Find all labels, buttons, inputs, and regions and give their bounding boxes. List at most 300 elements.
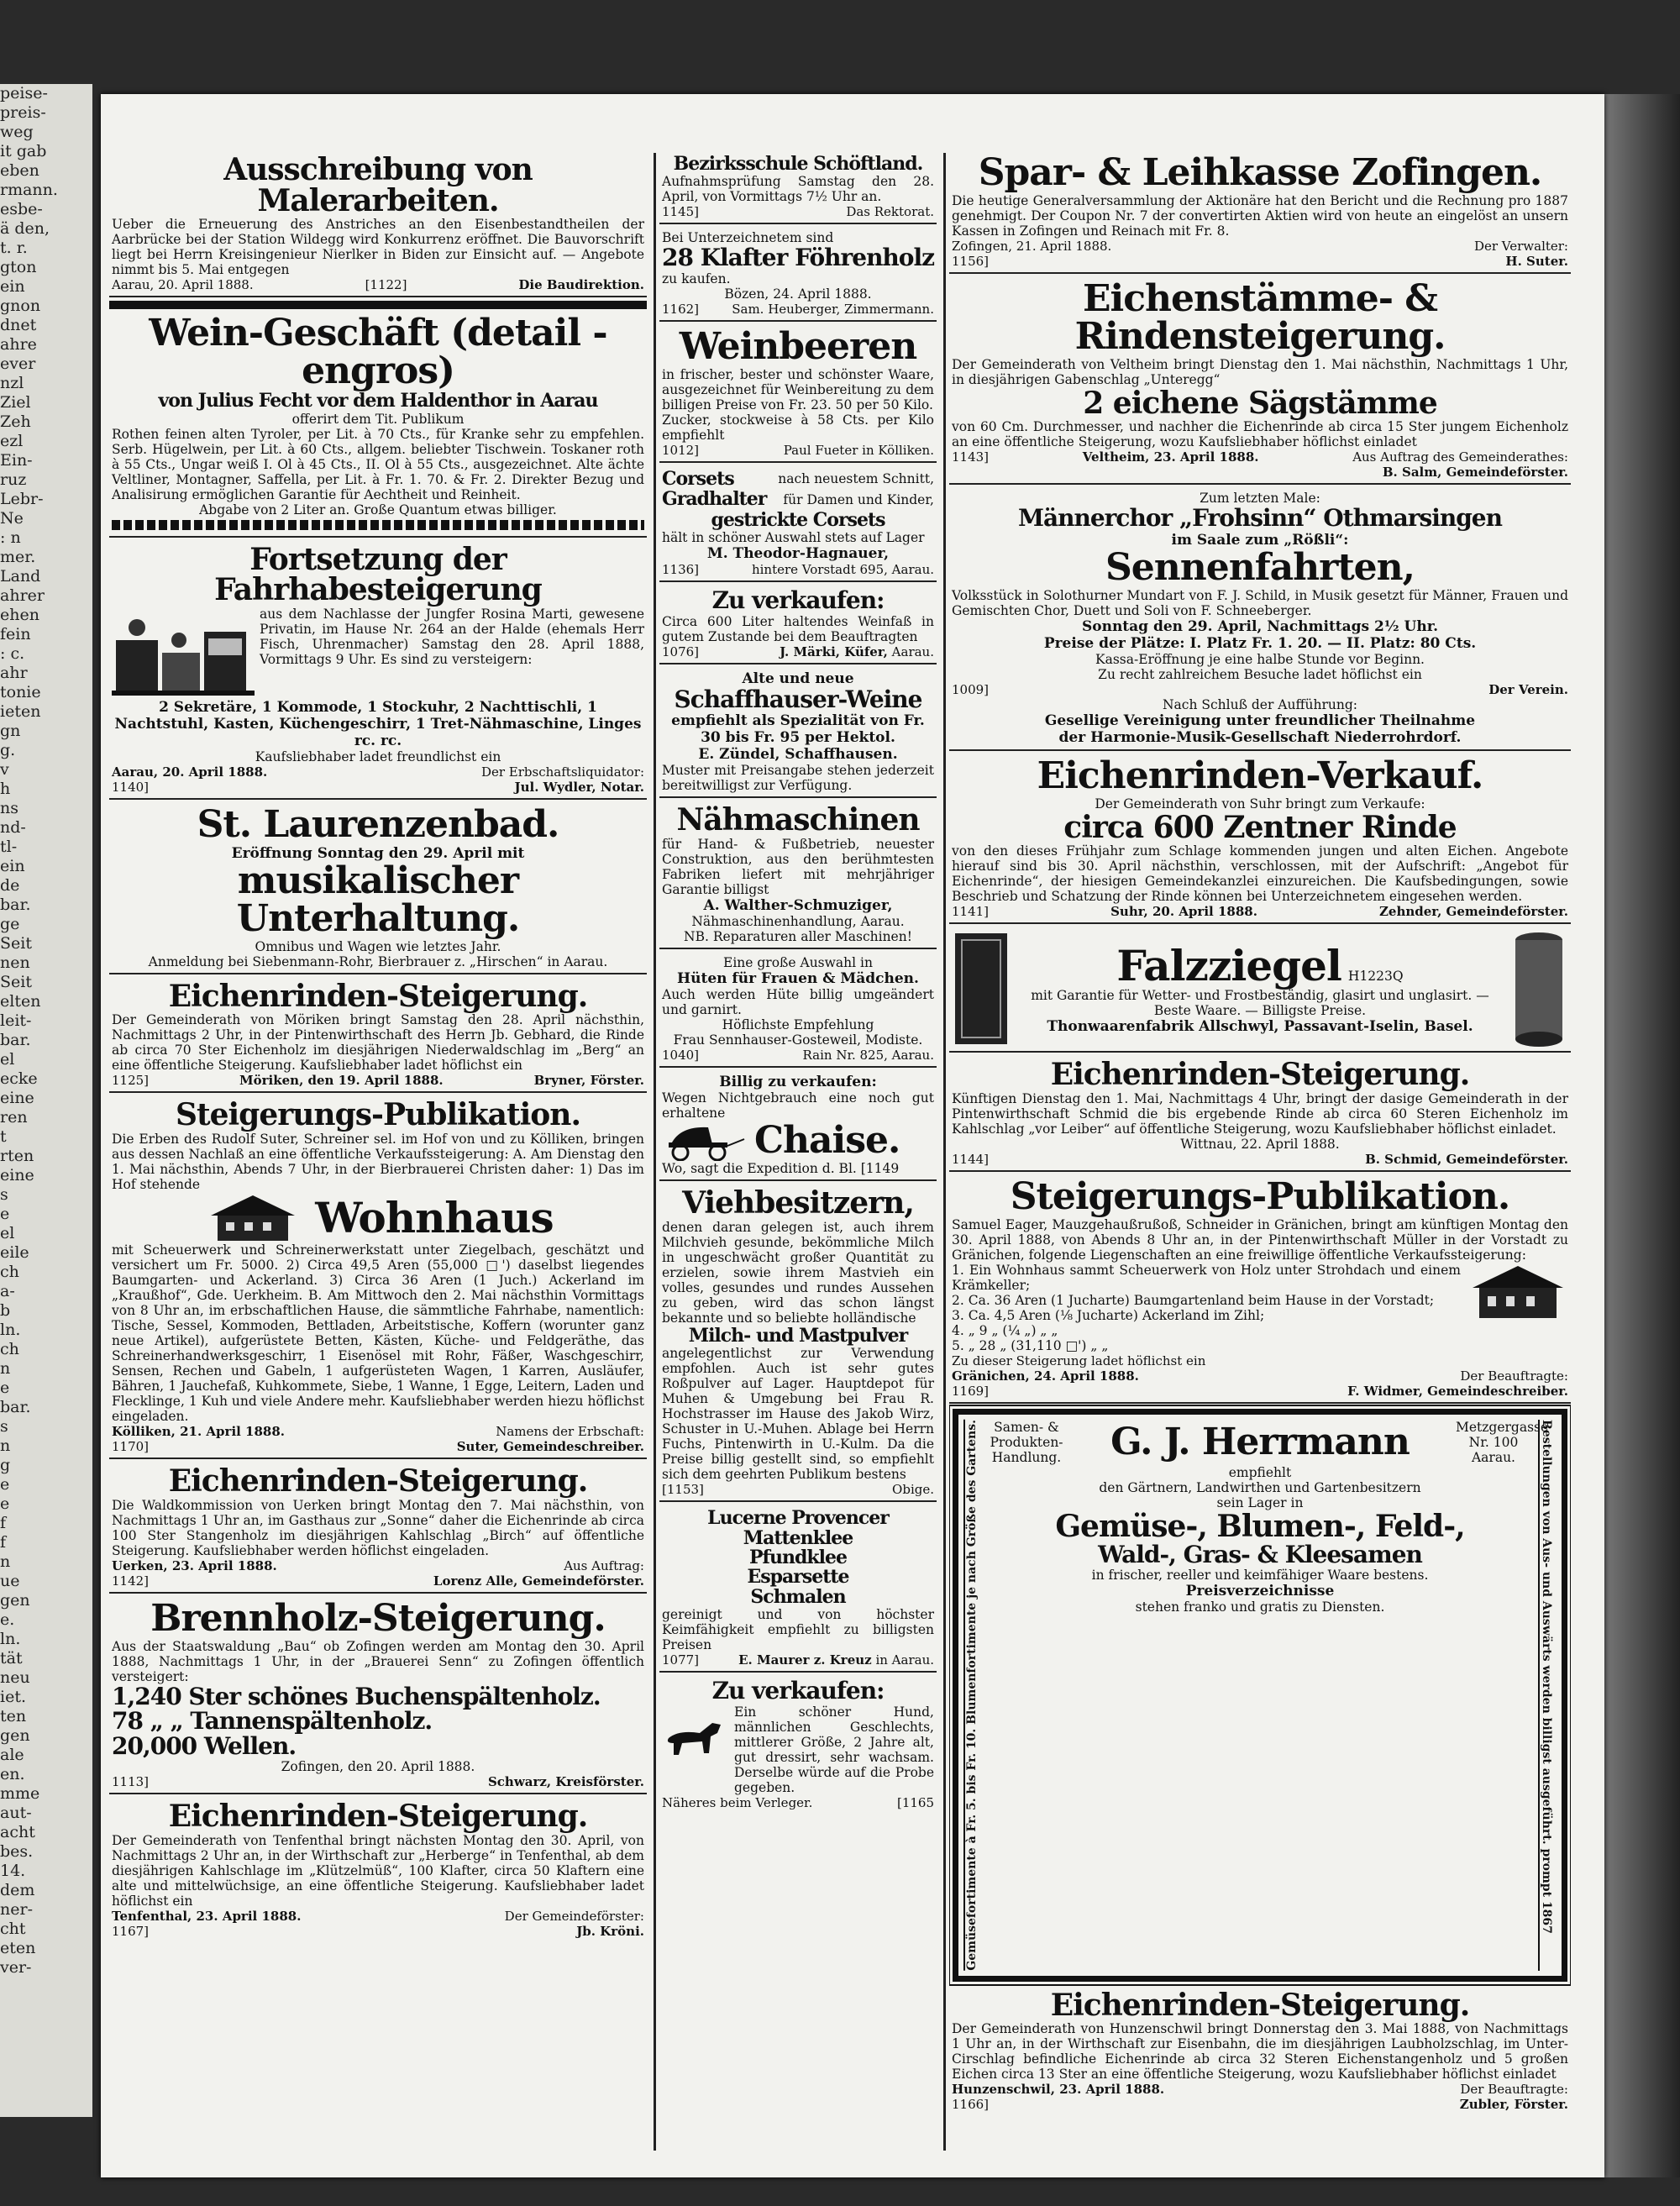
edge-text-fragment: e bbox=[0, 1475, 10, 1494]
ad-footer: Näheres beim Verleger. bbox=[662, 1794, 813, 1810]
ad-body: Der Gemeinderath von Suhr bringt zum Verkaufe: bbox=[1095, 796, 1425, 811]
ad-role: Der Beauftragte: bbox=[1460, 1368, 1568, 1384]
ad-role: Aus Auftrag des Gemeinderathes: bbox=[1352, 449, 1568, 465]
ad-herrmann-samen bbox=[953, 1409, 1567, 1982]
ad-date: Sonntag den 29. April, Nachmittags 2½ Uhr. bbox=[1081, 617, 1439, 635]
edge-text-fragment: Lebr- bbox=[0, 490, 44, 508]
edge-text-fragment: ieten bbox=[0, 702, 41, 721]
ad-title: Weinbeeren bbox=[679, 324, 917, 368]
column-right bbox=[949, 151, 1571, 2151]
ad-title: Falzziegel bbox=[1116, 940, 1341, 990]
ad-line: empfiehlt bbox=[1228, 1464, 1292, 1480]
ad-title: Eichenrinden-Steigerung. bbox=[1050, 1987, 1470, 2023]
ad-maennerchor bbox=[949, 488, 1571, 750]
ad-naehmaschinen bbox=[659, 801, 937, 949]
house-icon bbox=[202, 1192, 303, 1242]
ad-eichenstaemme bbox=[949, 277, 1571, 485]
ad-role: Der Beauftragte: bbox=[1460, 2082, 1568, 2098]
edge-text-fragment: bes. bbox=[0, 1842, 34, 1861]
ad-malerarbeiten bbox=[109, 151, 647, 297]
ad-hueten bbox=[659, 953, 937, 1068]
ad-title: Eichenstämme- & Rindensteigerung. bbox=[1074, 276, 1446, 358]
edge-text-fragment: e bbox=[0, 1205, 10, 1223]
ad-title: Esparsette bbox=[747, 1566, 849, 1589]
ad-title: Eichenrinden-Steigerung. bbox=[168, 1463, 588, 1500]
ad-signature: B. Schmid, Gemeindeförster. bbox=[1365, 1152, 1568, 1168]
ad-title: Männerchor „Frohsinn“ Othmarsingen bbox=[1018, 504, 1502, 533]
ad-body: in frischer, bester und schönster Waare, ausgezeichnet für Weinbereitung zu dem billigen Preise von Fr. 23. 50 per 50 Kilo. bbox=[662, 366, 934, 412]
edge-text-fragment: Ne bbox=[0, 509, 24, 528]
ad-signature: Zehnder, Gemeindeförster. bbox=[1378, 904, 1568, 920]
ad-line: 78 „ „ Tannenspältenholz. bbox=[112, 1707, 433, 1736]
edge-text-fragment: ch bbox=[0, 1340, 19, 1358]
ad-company-name: G. J. Herrmann bbox=[1110, 1420, 1410, 1463]
column-rule bbox=[943, 153, 946, 2151]
ad-laurenzenbad bbox=[109, 803, 647, 974]
edge-text-fragment: g. bbox=[0, 741, 16, 759]
ad-line: Anmeldung bei Siebenmann-Rohr, Bierbrauer z. „Hirschen“ in Aarau. bbox=[148, 953, 608, 969]
edge-text-fragment: bar. bbox=[0, 1031, 31, 1049]
ad-place: Suhr, 20. April 1888. bbox=[1110, 904, 1257, 920]
edge-text-fragment: v bbox=[0, 760, 9, 779]
ad-number: 1166] bbox=[952, 2097, 990, 2113]
ad-number: 1140] bbox=[112, 780, 150, 796]
ad-title: Zu verkaufen: bbox=[711, 586, 885, 615]
edge-text-fragment: ns bbox=[0, 799, 18, 817]
ad-title: St. Laurenzenbad. bbox=[197, 803, 559, 847]
ad-eichenrinden-wittnau bbox=[949, 1056, 1571, 1172]
ad-date: Aarau, 20. April 1888. bbox=[112, 277, 254, 293]
ad-side-note: Metzgergasse Nr. 100 Aarau. bbox=[1455, 1419, 1549, 1465]
edge-text-fragment: e. bbox=[0, 1610, 15, 1629]
ad-foehrenholz bbox=[659, 228, 937, 322]
ad-body: Die Erben des Rudolf Suter, Schreiner sel. im Hof von und zu Kölliken, bringen aus dessen Nachlaß an eine öffentliche Verkaufssteigerung: A. Am Dienstag den 1. Mai nächsthin, Abends 7 Uhr, in der Bierbrauerei Christen daher: 1) Das im Hof stehende bbox=[112, 1132, 644, 1193]
ad-prices: Preise der Plätze: I. Platz Fr. 1. 20. — II. Platz: 80 Cts. bbox=[1043, 634, 1477, 652]
ad-line: Höflichste Empfehlung bbox=[722, 1016, 874, 1032]
ad-invitation: Kaufsliebhaber ladet freundlichst ein bbox=[255, 749, 501, 765]
ad-signature: Frau Sennhauser-Gosteweil, Modiste. bbox=[673, 1032, 923, 1048]
ad-place: Bözen, 24. April 1888. bbox=[724, 286, 872, 302]
ad-chaise bbox=[659, 1071, 937, 1181]
ad-number: 1167] bbox=[112, 1924, 150, 1940]
ad-body: Circa 600 Liter haltendes Weinfaß in gutem Zustande bei dem Beauftragten bbox=[662, 613, 934, 644]
column-left bbox=[109, 151, 647, 2151]
ad-title: Steigerungs-Publikation. bbox=[1010, 1175, 1510, 1219]
ad-wein-geschaeft bbox=[109, 312, 647, 537]
left-page-edge bbox=[0, 84, 92, 2117]
ad-line: stehen franko und gratis zu Diensten. bbox=[1135, 1599, 1385, 1615]
ad-signature: Jul. Wydler, Notar. bbox=[514, 780, 644, 796]
dog-icon bbox=[662, 1704, 729, 1763]
ad-place: Wittnau, 22. April 1888. bbox=[1180, 1137, 1340, 1153]
ad-number: 1162] bbox=[662, 301, 700, 317]
ad-title: Schaffhauser-Weine bbox=[674, 685, 922, 713]
ad-signature: A. Walther-Schmuziger, bbox=[703, 896, 893, 914]
ad-number: 1145] bbox=[662, 204, 700, 220]
ad-signature: E. Zündel, Schaffhausen. bbox=[698, 746, 898, 764]
edge-text-fragment: elten bbox=[0, 992, 41, 1011]
ad-title: Viehbesitzern, bbox=[682, 1184, 914, 1221]
ad-number: 1077] bbox=[662, 1652, 700, 1668]
edge-text-fragment: nzl bbox=[0, 374, 24, 392]
ad-body-continued: angelegentlichst zur Verwendung empfohlen. Auch ist sehr gutes Roßpulver auf Lager. Hauptdepot für Muhen & Umgebung bei Frau R. Hochstrasser im Hause des Jakob Wirz, Schuster in U.-Muhen. Ablage bei Herrn Fuchs, Pintenwirth in U.-Kulm. Da die Preise billig gestellt sind, so empfiehlt sich dem geehrten Publikum bestens bbox=[662, 1346, 934, 1483]
pipe-illustration-icon bbox=[1509, 930, 1568, 1048]
edge-text-fragment: eile bbox=[0, 1243, 29, 1262]
ad-role: Der Gemeindeförster: bbox=[504, 1909, 644, 1925]
ad-body: Aufnahmsprüfung Samstag den 28. April, von Vormittags 7½ Uhr an. bbox=[662, 174, 934, 205]
ad-body: Der Gemeinderath von Möriken bringt Samstag den 28. April nächsthin, Nachmittags 2 Uhr, in der Pintenwirthschaft des Herrn Jb. Gebhard, die Rinde ab circa 70 Ster Eichenholz im diesjährigen Niederwaldschlag im „Berg“ an eine öffentliche Steigerung. Kaufsliebhaber ladet höflichst ein bbox=[112, 1012, 644, 1074]
ad-list-item: 4. „ 9 „ (¼ „) „ „ bbox=[952, 1322, 1058, 1338]
ad-signature: B. Salm, Gemeindeförster. bbox=[1382, 465, 1568, 481]
edge-text-fragment: ahre bbox=[0, 335, 37, 354]
edge-text-fragment: dnet bbox=[0, 316, 37, 334]
ad-signature: Suter, Gemeindeschreiber. bbox=[456, 1439, 644, 1455]
ad-footer: Wo, sagt die Expedition d. Bl. [1149 bbox=[662, 1160, 900, 1176]
edge-text-fragment: eine bbox=[0, 1089, 34, 1107]
ad-signature: Zubler, Förster. bbox=[1459, 2097, 1568, 2113]
ad-line: Omnibus und Wagen wie letztes Jahr. bbox=[255, 938, 501, 954]
edge-text-fragment: Seit bbox=[0, 934, 32, 953]
ad-place: Zofingen, 21. April 1888. bbox=[952, 238, 1112, 254]
ad-title: Pfundklee bbox=[749, 1547, 847, 1569]
edge-text-fragment: weg bbox=[0, 123, 34, 141]
ad-body-continued: von 60 Cm. Durchmesser, und nachher die Eichenrinde ab circa 15 Ster jungem Eichenholz an eine öffentliche Steigerung, wozu Kaufsliebhaber höflichst einladet bbox=[952, 419, 1568, 450]
ad-line: zu kaufen. bbox=[662, 270, 731, 286]
ad-number: [1122] bbox=[365, 277, 407, 293]
edge-text-fragment: ren bbox=[0, 1108, 28, 1127]
edge-text-fragment: eine bbox=[0, 1166, 34, 1184]
edge-text-fragment: cht bbox=[0, 1920, 26, 1938]
ad-big-line: 2 eichene Sägstämme bbox=[1083, 385, 1437, 421]
edge-text-fragment: rmann. bbox=[0, 181, 58, 199]
ad-title: Mattenklee bbox=[743, 1526, 853, 1549]
edge-text-fragment: b bbox=[0, 1301, 11, 1320]
ad-signature: Thonwaarenfabrik Allschwyl, Passavant-Iselin, Basel. bbox=[1047, 1017, 1473, 1035]
edge-text-fragment: ch bbox=[0, 1263, 19, 1281]
ad-place: Aarau, 20. April 1888. bbox=[112, 764, 268, 780]
edge-text-fragment: t bbox=[0, 1127, 7, 1146]
edge-text-fragment: gen bbox=[0, 1591, 30, 1610]
ad-number: 1012] bbox=[662, 442, 700, 458]
ad-big-line: 28 Klafter Föhrenholz bbox=[662, 244, 934, 272]
edge-text-fragment: ahr bbox=[0, 664, 28, 682]
edge-text-fragment: n bbox=[0, 1359, 11, 1378]
edge-text-fragment: peise- bbox=[0, 84, 48, 102]
ad-saemereien bbox=[659, 1505, 937, 1673]
edge-text-fragment: f bbox=[0, 1533, 7, 1552]
furniture-illustration-icon bbox=[112, 607, 255, 699]
edge-text-fragment: dem bbox=[0, 1881, 35, 1899]
ad-subline: nach neuestem Schnitt, bbox=[778, 471, 934, 487]
ad-number: 1143] bbox=[952, 449, 990, 465]
ad-number: 1169] bbox=[952, 1383, 990, 1399]
ad-title: Eichenrinden-Steigerung. bbox=[168, 1799, 588, 1835]
ad-title: Eichenrinden-Verkauf. bbox=[1037, 754, 1483, 797]
ad-line: in frischer, reeller und keimfähiger Waare bestens. bbox=[1091, 1568, 1429, 1584]
ad-place: Möriken, den 19. April 1888. bbox=[239, 1073, 444, 1089]
edge-text-fragment: el bbox=[0, 1224, 15, 1242]
ad-title: Eichenrinden-Steigerung. bbox=[168, 978, 588, 1014]
ad-number: 1125] bbox=[112, 1073, 150, 1089]
edge-text-fragment: esbe- bbox=[0, 200, 43, 218]
edge-text-fragment: ge bbox=[0, 915, 20, 933]
ad-place: Veltheim, 23. April 1888. bbox=[1082, 449, 1259, 465]
ad-signature: H. Suter. bbox=[1505, 253, 1568, 269]
ad-list-item: 1. Ein Wohnhaus sammt Scheuerwerk von Holz unter Strohdach und einem Krämkeller; bbox=[952, 1262, 1461, 1293]
ad-list-item: 3. Ca. 4,5 Aren (⅛ Jucharte) Ackerland im Zihl; bbox=[952, 1307, 1265, 1323]
edge-text-fragment: ever bbox=[0, 355, 36, 373]
ad-side-left: Gemüsefortimente à Fr. 5. bis Fr. 10. Blumenfortimente je nach Größe des Gartens. bbox=[963, 1420, 982, 1971]
edge-text-fragment: rten bbox=[0, 1147, 34, 1165]
ad-title: Zu verkaufen: bbox=[711, 1677, 885, 1705]
edge-text-fragment: ten bbox=[0, 1707, 27, 1725]
ad-title: Hüten für Frauen & Mädchen. bbox=[677, 969, 919, 987]
ad-place: Zofingen, den 20. April 1888. bbox=[281, 1759, 475, 1775]
ad-eichenrinden-uerken bbox=[109, 1463, 647, 1594]
ad-number: 1113] bbox=[112, 1774, 150, 1790]
ad-line: Eine große Auswahl in bbox=[723, 954, 873, 970]
edge-text-fragment: de bbox=[0, 876, 20, 895]
ad-body: gereinigt und von höchster Keimfähigkeit empfiehlt zu billigsten Preisen bbox=[662, 1607, 934, 1653]
ad-bezirksschule bbox=[659, 151, 937, 224]
ad-eichenrinden-verkauf bbox=[949, 754, 1571, 925]
edge-text-fragment: ä den, bbox=[0, 219, 50, 238]
ad-signature: Jb. Kröni. bbox=[576, 1924, 644, 1940]
edge-text-fragment: bar. bbox=[0, 1398, 31, 1416]
edge-text-fragment: tonie bbox=[0, 683, 41, 701]
edge-text-fragment: ruz bbox=[0, 470, 27, 489]
ad-role: Der Verwalter: bbox=[1473, 238, 1568, 254]
edge-text-fragment: Zeh bbox=[0, 412, 31, 431]
edge-text-fragment: Land bbox=[0, 567, 41, 586]
ad-eichenrinden-hunzenschwil bbox=[949, 1987, 1571, 2116]
edge-text-fragment: gn bbox=[0, 722, 21, 740]
ad-body: Aus der Staatswaldung „Bau“ ob Zofingen werden am Montag den 30. April 1888, Nachmittags 1 Uhr, in der „Brauerei Senn“ zu Zofingen öffentlich versteigert: bbox=[112, 1638, 644, 1684]
ad-line: Nach Schluß der Aufführung: bbox=[1162, 696, 1357, 712]
ad-body-continued: mit Scheuerwerk und Schreinerwerkstatt unter Ziegelbach, geschätzt und versichert um Fr. 5000. 2) Circa 49,5 Aren (55,000 □') daselbst liegendes Baumgarten- und Ackerland. 3) Circa 36 Aren (1 Juch.) Ackerland im „Kraußhof“, Gde. Uerkheim. B. Am Mittwoch den 2. Mai nächsthin Vormittags von 8 Uhr an, im erbschaftlichen Hause, die sämmtliche Fahrhabe, namentlich: Tische, Sessel, Kommoden, Bettladen, Arbeitstische, Koffern (worunter ganz neue Artikel), aufgerüstete Betten, Kästen, Küche- und Feldgeräthe, das Schreinerhandwerksgeschirr, 1 Eisenösel mit Rohr, Fäßer, Waschgeschirr, Sensen, Rechen und Gabeln, 1 aufgerüsteten Wagen, 1 Karren, Ausläufer, Bähren, 1 Jauchefaß, Kuhkommete, Siebe, 1 Wanne, 1 Egge, Leitern, Laden und Flecklinge, 1 Kuh und viele Andere mehr. Kaufsliebhaber werden hiezu höflichst eingeladen. bbox=[112, 1242, 644, 1425]
ad-signature: Sam. Heuberger, Zimmermann. bbox=[732, 301, 934, 317]
ad-list-item: 5. „ 28 „ (31,110 □') „ „ bbox=[952, 1337, 1109, 1353]
ad-signature: Der Verein. bbox=[1488, 681, 1568, 697]
ad-body: Ueber die Erneuerung des Anstriches an den Eisenbestandtheilen der Aarbrücke bei der Station Wildegg wird Konkurrenz eröffnet. Die Bauvorschrift liegt bei Herrn Kreisingenieur Nierlker in Biden zur Einsicht auf. — Angebote nimmt bis 5. Mai entgegen bbox=[112, 217, 644, 278]
ad-number: 1141] bbox=[952, 904, 990, 920]
ad-body: Wegen Nichtgebrauch eine noch gut erhaltene bbox=[662, 1090, 934, 1121]
ad-title: Nähmaschinen bbox=[676, 802, 920, 838]
edge-text-fragment: e bbox=[0, 1494, 10, 1513]
ad-number: 1156] bbox=[952, 253, 990, 269]
ad-signature: J. Märki, Küfer, bbox=[780, 643, 888, 659]
ad-number: [1153] bbox=[662, 1482, 704, 1498]
edge-text-fragment: f bbox=[0, 1514, 7, 1532]
edge-text-fragment: s bbox=[0, 1417, 8, 1436]
ad-signature: F. Widmer, Gemeindeschreiber. bbox=[1347, 1383, 1568, 1399]
edge-text-fragment: eten bbox=[0, 1939, 36, 1957]
ad-title: Wein-Geschäft (detail - engros) bbox=[149, 312, 607, 393]
ad-brennholz bbox=[109, 1597, 647, 1795]
ad-number: 1076] bbox=[662, 643, 700, 659]
edge-text-fragment: en. bbox=[0, 1765, 25, 1783]
edge-text-fragment: eben bbox=[0, 161, 39, 180]
ad-signature: Bryner, Förster. bbox=[533, 1073, 644, 1089]
ad-big-line: Wald-, Gras- & Kleesamen bbox=[1098, 1540, 1422, 1568]
edge-text-fragment: t. r. bbox=[0, 239, 28, 257]
ad-body: Der Gemeinderath von Veltheim bringt Dienstag den 1. Mai nächsthin, Nachmittags 1 Uhr, in diesjährigen Gabenschlag „Unteregg“ bbox=[952, 356, 1568, 387]
ad-number: 1040] bbox=[662, 1047, 700, 1063]
ad-role: Aus Auftrag: bbox=[564, 1557, 644, 1573]
ad-address: Rain Nr. 825, Aarau. bbox=[802, 1047, 934, 1063]
ad-signature: Schwarz, Kreisförster. bbox=[487, 1774, 644, 1790]
ad-top: Alte und neue bbox=[742, 670, 854, 687]
edge-text-fragment: leit- bbox=[0, 1011, 32, 1030]
edge-text-fragment: preis- bbox=[0, 103, 46, 122]
ad-title: Eichenrinden-Steigerung. bbox=[1050, 1057, 1470, 1093]
edge-text-fragment: h bbox=[0, 780, 11, 798]
ad-line: Kassa-Eröffnung je eine halbe Stunde vor Beginn. bbox=[1095, 651, 1425, 667]
ad-signature: Obige. bbox=[892, 1482, 934, 1498]
ad-body: denen daran gelegen ist, auch ihrem Milchvieh gesunde, bekömmliche Milch in ungeschwächt großer Quantität zu erzielen, sowie ihrem Mastvieh ein volles, gesundes und rundes Aussehen zu geben, wird das schon längst bekannte und so beliebte holländische bbox=[662, 1219, 934, 1326]
ad-title: Fortsetzung der Fahrhabesteigerung bbox=[214, 541, 542, 608]
edge-text-fragment: ein bbox=[0, 277, 25, 296]
edge-text-fragment: mme bbox=[0, 1784, 40, 1803]
ad-place: in Aarau. bbox=[875, 1652, 934, 1668]
ad-weinfass bbox=[659, 586, 937, 664]
ad-line: Preisverzeichnisse bbox=[1185, 1583, 1335, 1600]
edge-text-fragment: ln. bbox=[0, 1630, 21, 1648]
ad-big-line: Gemüse-, Blumen-, Feld-, bbox=[1055, 1508, 1465, 1544]
edge-text-fragment: s bbox=[0, 1185, 8, 1204]
ad-body: Auch werden Hüte billig umgeändert und garnirt. bbox=[662, 986, 934, 1017]
ad-subtitle: von Julius Fecht vor dem Haldenthor in Aarau bbox=[158, 390, 598, 412]
ad-big-word: Wohnhaus bbox=[315, 1192, 554, 1242]
ad-line: der Harmonie-Musik-Gesellschaft Niederrohrdorf. bbox=[1058, 728, 1462, 746]
edge-text-fragment: neu bbox=[0, 1668, 30, 1687]
edge-text-fragment: gen bbox=[0, 1726, 30, 1745]
ad-side-right: Bestellungen von Aus- und Auswärts werden billigst ausgeführt. prompt 1867 bbox=[1538, 1420, 1557, 1971]
edge-text-fragment: ue bbox=[0, 1572, 20, 1590]
ad-body-continued: von den dieses Frühjahr zum Schlage kommenden jungen und alten Eichen. Angebote hierauf sind bis 30. April nächsthin, verschlossen, mit der Aufschrift: „Angebot für Eichenrinde“, der hiesigen Gemeindekanzlei einzureichen. Die Kaufsbedingungen, sowie Beschrieb und Schatzung der Rinde können bei Unterzeichnetem eingesehen werden. bbox=[952, 843, 1568, 905]
ad-title: Spar- & Leihkasse Zofingen. bbox=[978, 151, 1542, 194]
edge-text-fragment: ezl bbox=[0, 432, 24, 450]
ad-number: 1170] bbox=[112, 1439, 150, 1455]
ad-body: für Hand- & Fußbetrieb, neuester Construktion, aus den berühmtesten Fabriken liefert mit mehrjähriger Garantie billigst bbox=[662, 836, 934, 897]
edge-text-fragment: gton bbox=[0, 258, 37, 276]
ad-number: 1144] bbox=[952, 1152, 990, 1168]
edge-text-fragment: ln. bbox=[0, 1321, 21, 1339]
ad-place: Uerken, 23. April 1888. bbox=[112, 1557, 277, 1573]
edge-text-fragment: 14. bbox=[0, 1862, 26, 1880]
ad-body: empfiehlt als Spezialität von Fr. 30 bis Fr. 95 per Hektol. bbox=[671, 712, 925, 747]
ad-big-word: Chaise. bbox=[754, 1118, 900, 1162]
ad-steigerung-koelliken bbox=[109, 1096, 647, 1459]
ad-body: Die Waldkommission von Uerken bringt Montag den 7. Mai nächsthin, von Nachmittags 1 Uhr an, im Gasthaus zur „Sonne“ daher die Eichenrinde ab circa 100 Ster Stangenholz im diesjährigen Kahlschlag „Birch“ auf öffentliche Steigerung. Kaufsliebhaber werden höflichst eingeladen. bbox=[112, 1497, 644, 1558]
ad-number: 1136] bbox=[662, 562, 700, 578]
edge-text-fragment: ein bbox=[0, 857, 25, 875]
edge-text-fragment: fein bbox=[0, 625, 31, 643]
ad-number: [1165 bbox=[896, 1794, 934, 1810]
ad-number: 1142] bbox=[112, 1573, 150, 1589]
ad-body: Rothen feinen alten Tyroler, per Lit. à 70 Cts., für Kranke sehr zu empfehlen. Serb. Hügelwein, per Lit. à 60 Cts., allgem. beliebter Tischwein. Toskaner roth à 55 Cts., Ungar weiß I. Ol à 45 Cts., II. Ol à 55 Cts., ausgezeichnet. Alte ächte Veltliner, Montagner, Saffella, per Lit. à Fr. 1. 70. & Fr. 2. Direkter Bezug und Analisirung ermöglichen Garantie für Aechtheit und Reinheit. bbox=[112, 426, 644, 502]
ad-subline: Nähmaschinenhandlung, Aarau. bbox=[691, 913, 905, 929]
ad-falzziegel bbox=[949, 927, 1571, 1053]
ad-title: Schmalen bbox=[750, 1585, 846, 1608]
ad-place: Tenfenthal, 23. April 1888. bbox=[112, 1909, 302, 1925]
ad-line: 1,240 Ster schönes Buchenspältenholz. bbox=[112, 1682, 601, 1710]
edge-text-fragment: e bbox=[0, 1379, 10, 1397]
ad-line: Gesellige Vereinigung unter freundlicher Theilnahme bbox=[1044, 712, 1476, 729]
ad-title-secondary: musikalischer Unterhaltung. bbox=[236, 859, 520, 940]
ad-place: Aarau. bbox=[891, 643, 934, 659]
ad-signature: E. Maurer z. Kreuz bbox=[738, 1652, 872, 1668]
ad-code: H1223Q bbox=[1347, 968, 1404, 984]
edge-text-fragment: g bbox=[0, 1456, 11, 1474]
ad-leihkasse bbox=[949, 151, 1571, 274]
ad-signature: Lorenz Alle, Gemeindeförster. bbox=[433, 1573, 644, 1589]
ad-big-line: circa 600 Zentner Rinde bbox=[1063, 809, 1457, 845]
ad-title: Billig zu verkaufen: bbox=[719, 1073, 877, 1090]
binding-shadow bbox=[1604, 94, 1680, 2177]
newspaper-page bbox=[101, 94, 1604, 2177]
edge-text-fragment: Seit bbox=[0, 973, 32, 991]
tile-illustration-icon bbox=[952, 930, 1011, 1048]
ad-offer: offerirt dem Tit. Publikum bbox=[291, 411, 465, 427]
ad-number: 1009] bbox=[952, 681, 990, 697]
edge-text-fragment: el bbox=[0, 1050, 15, 1069]
edge-text-fragment: ahrer bbox=[0, 586, 45, 605]
carriage-icon bbox=[662, 1121, 746, 1161]
house-icon bbox=[1467, 1263, 1568, 1321]
edge-text-fragment: ehen bbox=[0, 606, 39, 624]
ad-line: Bei Unterzeichnetem sind bbox=[662, 230, 834, 246]
edge-text-fragment: n bbox=[0, 1437, 11, 1455]
ad-place: Gränichen, 24. April 1888. bbox=[952, 1368, 1139, 1384]
divider-band bbox=[109, 301, 647, 309]
ad-title: Steigerungs-Publikation. bbox=[175, 1097, 581, 1133]
ad-title: Ausschreibung von Malerarbeiten. bbox=[223, 152, 533, 218]
ad-schaffhauser bbox=[659, 668, 937, 799]
edge-text-fragment: : n bbox=[0, 528, 21, 547]
ad-place: Kölliken, 21. April 1888. bbox=[112, 1424, 286, 1440]
ad-subline: für Damen und Kinder, bbox=[783, 491, 934, 507]
edge-text-fragment: nen bbox=[0, 953, 30, 972]
ad-list-item: 2. Ca. 36 Aren (1 Jucharte) Baumgartenland beim Hause in der Vorstadt; bbox=[952, 1292, 1435, 1308]
edge-text-fragment: it gab bbox=[0, 142, 47, 160]
ad-eichenrinden-moeriken bbox=[109, 978, 647, 1094]
edge-text-fragment: Ziel bbox=[0, 393, 31, 412]
ad-title: Brennholz-Steigerung. bbox=[150, 1596, 606, 1640]
ad-fahrhabesteigerung bbox=[109, 541, 647, 800]
ad-body: Der Gemeinderath von Hunzenschwil bringt Donnerstag den 3. Mai 1888, von Nachmittags 1 Uhr an, in der Wirthschaft zur Eisenbahn, die im diesjährigen Laubholzschlag, im Unter-Cirschlag befindliche Eichenrinde ab circa 32 Steren Eichenstangenholz und 5 großen Eichen circa 13 Ster an eine öffentliche Steigerung, wozu Kaufsliebhaber höflichst einladet bbox=[952, 2021, 1568, 2083]
edge-text-fragment: ner- bbox=[0, 1900, 33, 1919]
ad-weinbeeren bbox=[659, 325, 937, 463]
ad-side-note: Samen- & Produkten-Handlung. bbox=[990, 1419, 1063, 1465]
ad-body: aus dem Nachlasse der Jungfer Rosina Marti, gewesene Privatin, im Hause Nr. 264 an der Halde (ehemals Herr Fisch, Uhrenmacher) Samstag den 28. April 1888, Vormittags 9 Uhr. Es sind zu versteigern: bbox=[260, 607, 644, 668]
ad-signature: M. Theodor-Hagnauer, bbox=[706, 545, 890, 563]
edge-text-fragment: ale bbox=[0, 1746, 24, 1764]
ad-body: Samuel Eager, Mauzgehaußrußoß, Schneider in Gränichen, bringt am künftigen Montag den 30. April 1888, von Abends 8 Uhr an, in der Pintenwirthschaft Müller in der Vorstadt zu Gränichen, folgende Liegenschaften an eine freiwillige öffentliche Verkaufssteigerung: bbox=[952, 1216, 1568, 1263]
ad-steigerung-graenichen bbox=[949, 1175, 1571, 1404]
ad-title: Gradhalter bbox=[662, 488, 767, 511]
ad-corsets bbox=[659, 466, 937, 582]
edge-text-fragment: : c. bbox=[0, 644, 25, 663]
ad-line: 20,000 Wellen. bbox=[112, 1731, 297, 1760]
edge-text-fragment: iet. bbox=[0, 1688, 26, 1706]
edge-text-fragment: tl- bbox=[0, 838, 18, 856]
ad-big-line: Milch- und Mastpulver bbox=[688, 1324, 908, 1347]
ad-line: Zucker, stockweise à 58 Cts. per Kilo empfiehlt bbox=[662, 412, 934, 443]
ad-address: hintere Vorstadt 695, Aarau. bbox=[751, 562, 934, 578]
ad-body: mit Garantie für Wetter- und Frostbeständig, glasirt und unglasirt. — Beste Waare. — Billigste Preise. bbox=[1031, 987, 1489, 1018]
ad-body: hält in schöner Auswahl stets auf Lager bbox=[662, 530, 925, 546]
